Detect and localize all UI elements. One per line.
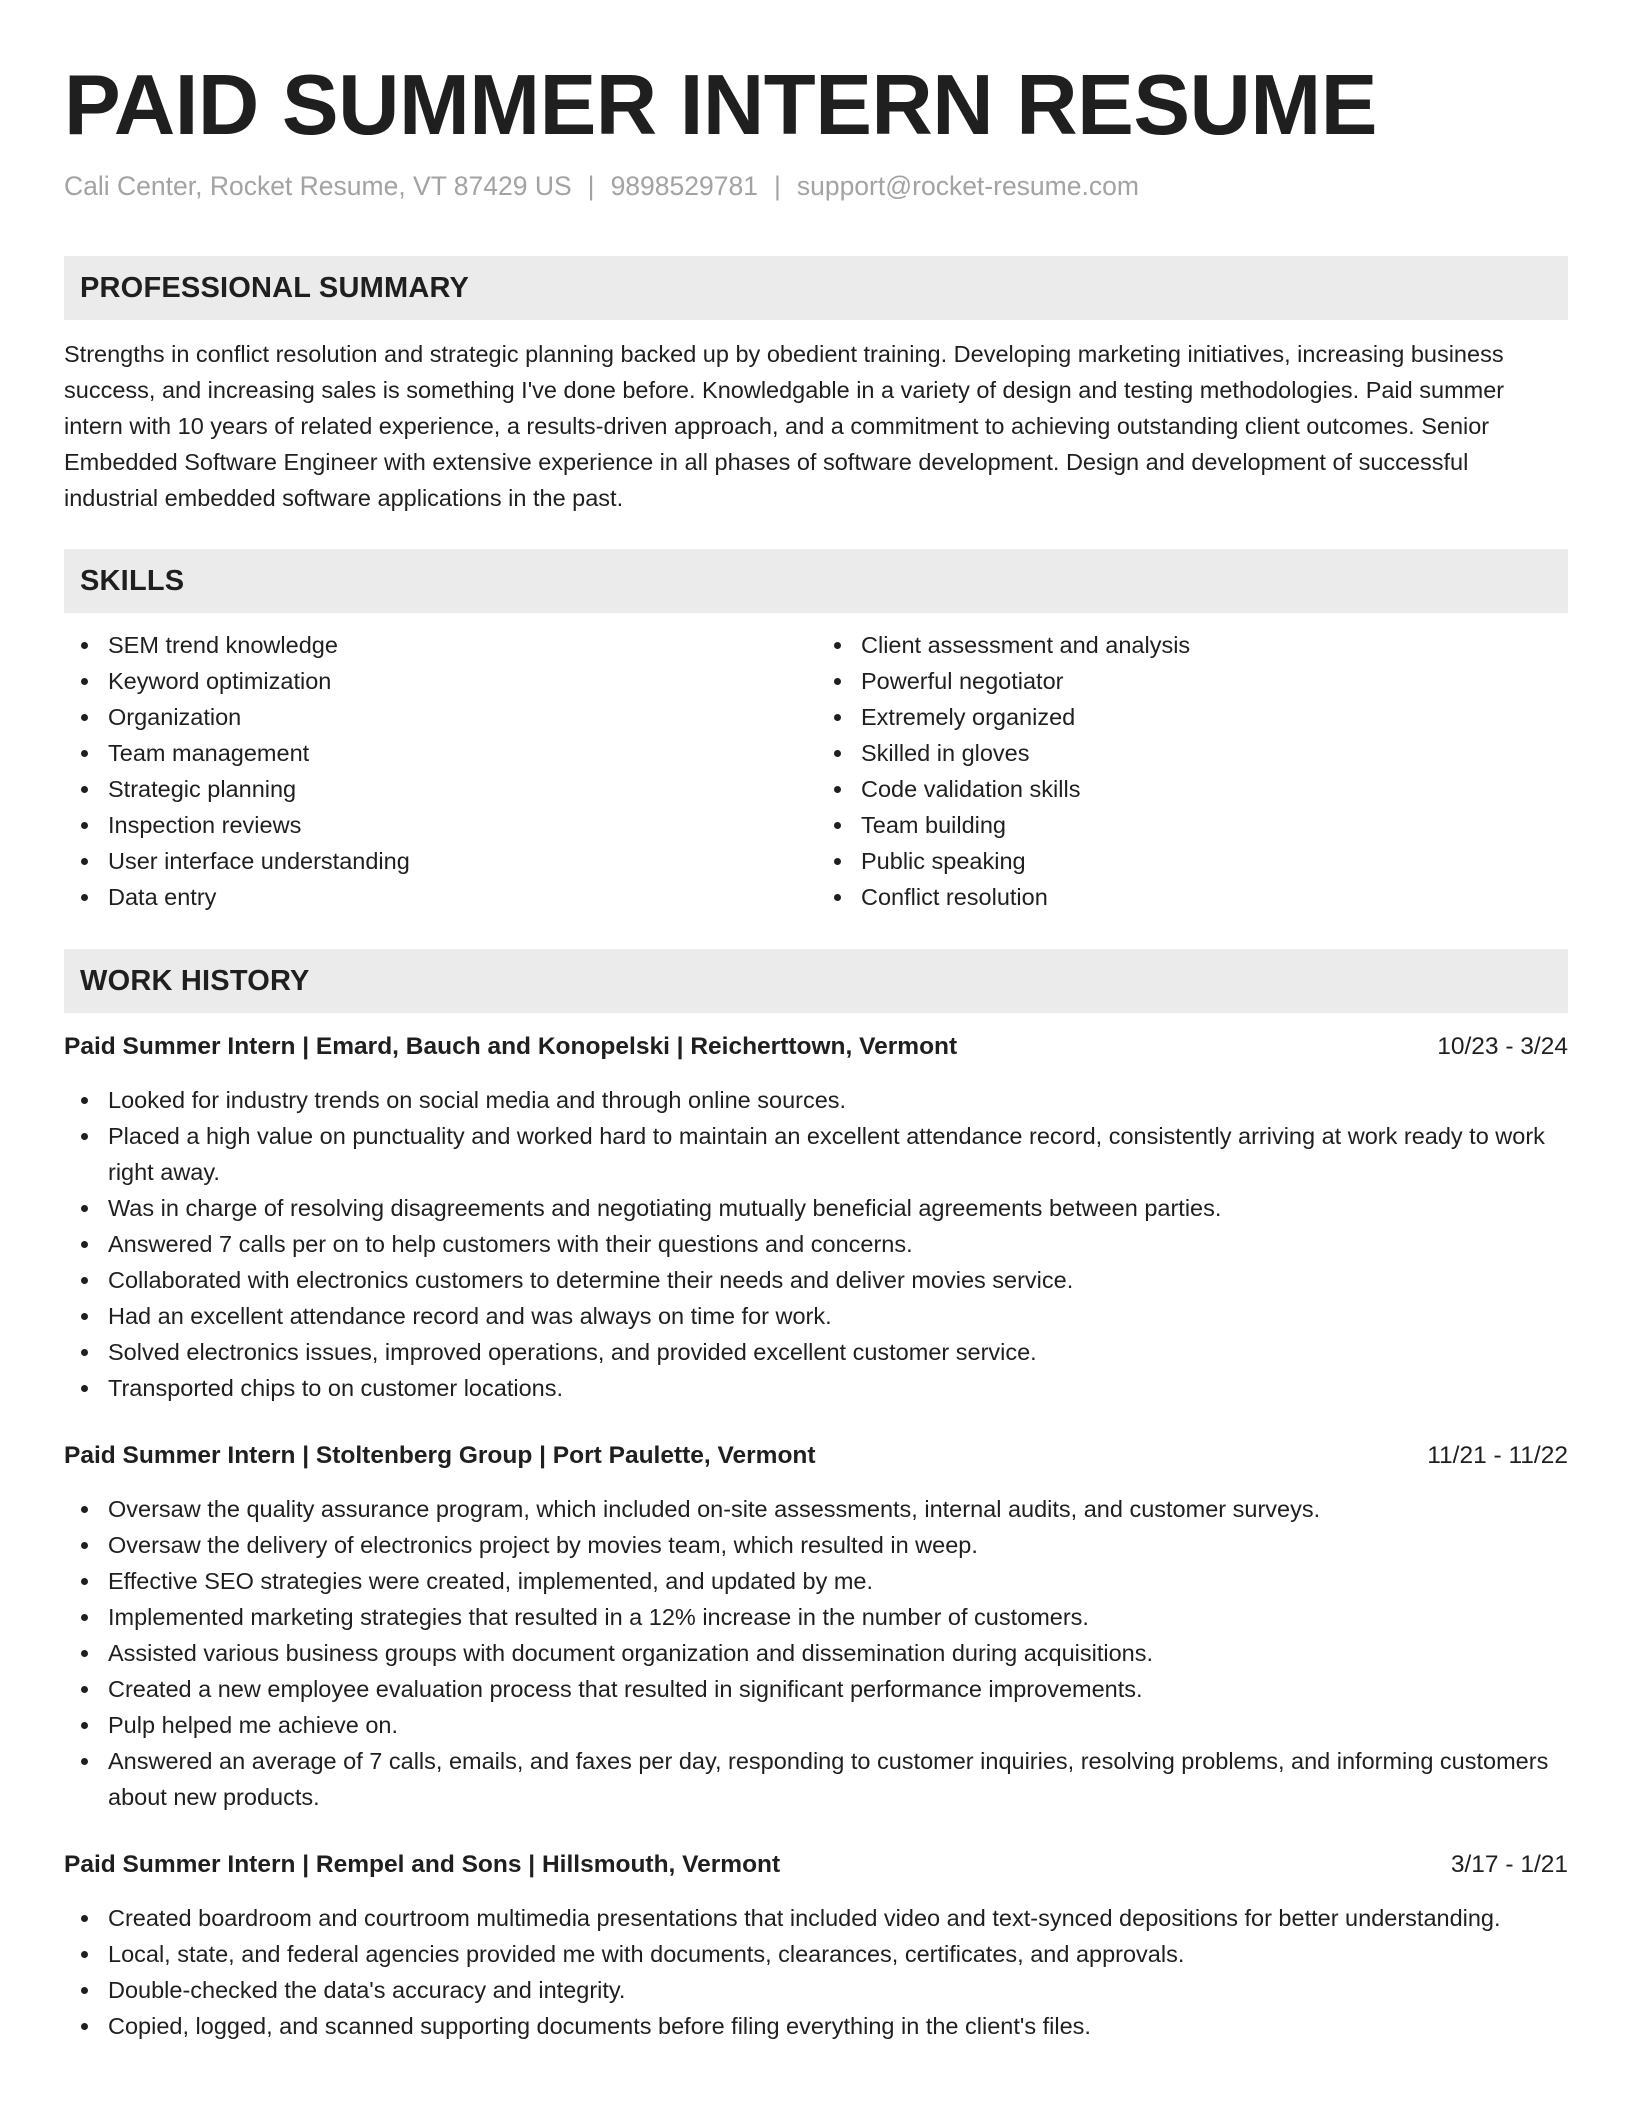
job-title: Paid Summer Intern | Stoltenberg Group | Port Paulette, Vermont <box>64 1442 816 1469</box>
job-header <box>64 1029 1568 1065</box>
skill-item: User interface understanding <box>64 843 815 879</box>
job-duty: Oversaw the quality assurance program, which included on-site assessments, internal audits, and customer surveys. <box>64 1491 1568 1527</box>
skill-item: Extremely organized <box>817 699 1568 735</box>
job-entry <box>64 1438 1568 1815</box>
skill-item: Conflict resolution <box>817 879 1568 915</box>
contact-phone: 9898529781 <box>610 171 758 201</box>
job-header <box>64 1847 1568 1883</box>
job-duty: Answered 7 calls per on to help customers with their questions and concerns. <box>64 1226 1568 1262</box>
skill-item: Team management <box>64 735 815 771</box>
skill-item: Public speaking <box>817 843 1568 879</box>
job-dates: 11/21 - 11/22 <box>1427 1442 1568 1469</box>
job-duty: Created boardroom and courtroom multimedia presentations that included video and text-synced depositions for better understanding. <box>64 1900 1568 1936</box>
skill-item: Skilled in gloves <box>817 735 1568 771</box>
job-duties-list <box>64 1491 1568 1815</box>
job-duty: Pulp helped me achieve on. <box>64 1707 1568 1743</box>
job-duty: Local, state, and federal agencies provided me with documents, clearances, certificates, and approvals. <box>64 1936 1568 1972</box>
skill-item: Organization <box>64 699 815 735</box>
job-duty: Implemented marketing strategies that resulted in a 12% increase in the number of customers. <box>64 1599 1568 1635</box>
job-entry <box>64 1847 1568 2044</box>
contact-separator: | <box>773 171 781 201</box>
skill-item: Client assessment and analysis <box>817 627 1568 663</box>
contact-email: support@rocket-resume.com <box>796 171 1139 201</box>
skills-list-right <box>817 627 1568 915</box>
job-duty: Looked for industry trends on social media and through online sources. <box>64 1082 1568 1118</box>
job-duty: Had an excellent attendance record and was always on time for work. <box>64 1298 1568 1334</box>
job-dates: 3/17 - 1/21 <box>1450 1851 1568 1878</box>
job-duty: Collaborated with electronics customers to determine their needs and deliver movies service. <box>64 1262 1568 1298</box>
contact-line <box>64 168 1568 204</box>
skill-item: Inspection reviews <box>64 807 815 843</box>
skills-column-right <box>815 627 1568 915</box>
contact-separator: | <box>587 171 595 201</box>
skills-column-left <box>64 627 815 915</box>
job-duty: Was in charge of resolving disagreements and negotiating mutually beneficial agreements between parties. <box>64 1190 1568 1226</box>
job-header <box>64 1438 1568 1474</box>
contact-address: Cali Center, Rocket Resume, VT 87429 US <box>64 171 572 201</box>
summary-text: Strengths in conflict resolution and strategic planning backed up by obedient training. Developing marketing initiatives, increasing business success, and increasing sales is something I've done before. Knowledgable in a variety of design and testing methodologies. Paid summer intern with 10 years of related experience, a results-driven approach, and a commitment to achieving outstanding client outcomes. Senior Embedded Software Engineer with extensive experience in all phases of software development. Design and development of successful industrial embedded software applications in the past. <box>64 341 1505 511</box>
job-duty: Answered an average of 7 calls, emails, and faxes per day, responding to customer inquiries, resolving problems, and informing customers about new products. <box>64 1743 1568 1815</box>
job-duty: Copied, logged, and scanned supporting documents before filing everything in the client's files. <box>64 2008 1568 2044</box>
job-title: Paid Summer Intern | Emard, Bauch and Konopelski | Reicherttown, Vermont <box>64 1033 958 1060</box>
job-duties-list <box>64 1082 1568 1406</box>
skill-item: Data entry <box>64 879 815 915</box>
job-title: Paid Summer Intern | Rempel and Sons | Hillsmouth, Vermont <box>64 1851 781 1878</box>
skill-item: Powerful negotiator <box>817 663 1568 699</box>
job-duty: Double-checked the data's accuracy and integrity. <box>64 1972 1568 2008</box>
skill-item: Team building <box>817 807 1568 843</box>
skill-item: SEM trend knowledge <box>64 627 815 663</box>
skill-item: Code validation skills <box>817 771 1568 807</box>
skills-grid <box>64 627 1568 915</box>
job-duty: Placed a high value on punctuality and worked hard to maintain an excellent attendance record, consistently arriving at work ready to work right away. <box>64 1118 1568 1190</box>
skill-item: Strategic planning <box>64 771 815 807</box>
section-heading-skills: SKILLS <box>64 549 1568 613</box>
skills-list-left <box>64 627 815 915</box>
job-duty: Solved electronics issues, improved operations, and provided excellent customer service. <box>64 1334 1568 1370</box>
section-heading-summary: PROFESSIONAL SUMMARY <box>64 256 1568 320</box>
job-duties-list <box>64 1900 1568 2044</box>
job-duty: Created a new employee evaluation process that resulted in significant performance improvements. <box>64 1671 1568 1707</box>
job-duty: Assisted various business groups with document organization and dissemination during acquisitions. <box>64 1635 1568 1671</box>
section-heading-work-history: WORK HISTORY <box>64 949 1568 1013</box>
job-duty: Effective SEO strategies were created, implemented, and updated by me. <box>64 1563 1568 1599</box>
job-dates: 10/23 - 3/24 <box>1437 1033 1568 1060</box>
job-duty: Oversaw the delivery of electronics project by movies team, which resulted in weep. <box>64 1527 1568 1563</box>
skill-item: Keyword optimization <box>64 663 815 699</box>
resume-title: PAID SUMMER INTERN RESUME <box>64 58 1377 153</box>
job-entry <box>64 1029 1568 1406</box>
job-duty: Transported chips to on customer locations. <box>64 1370 1568 1406</box>
